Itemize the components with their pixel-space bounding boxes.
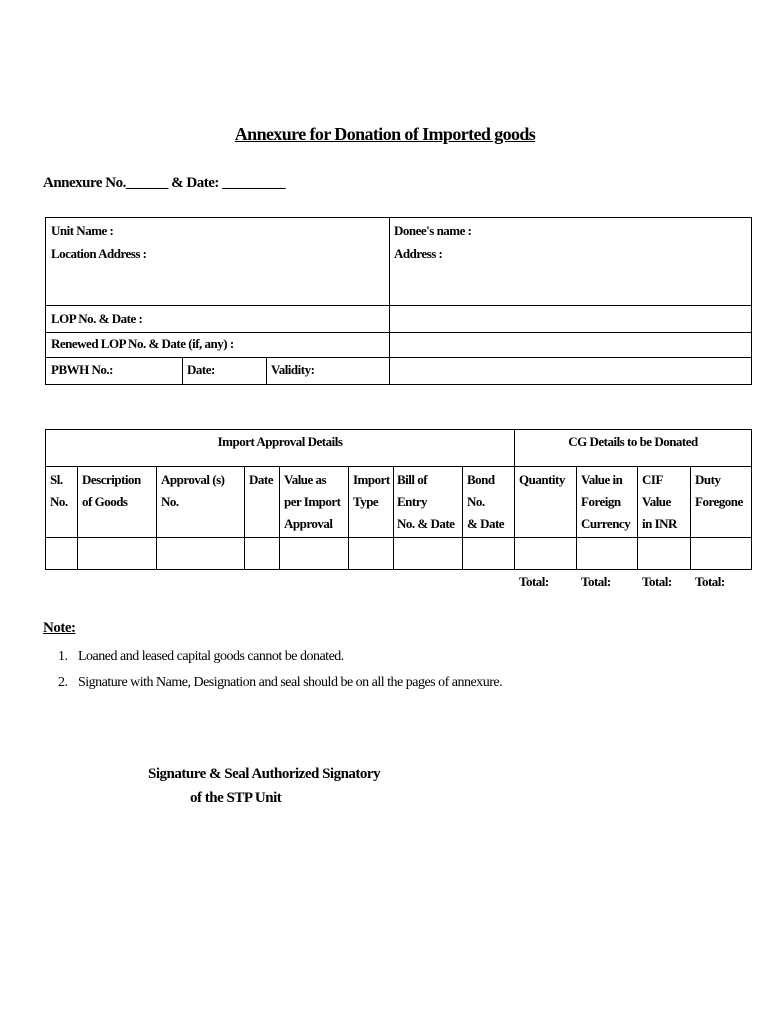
address-label: Address :: [394, 246, 443, 261]
annexure-number-date: Annexure No.______ & Date: _________: [43, 175, 286, 191]
col-duty-foregone: Duty Foregone: [695, 472, 743, 509]
donee-name-label: Donee's name :: [394, 223, 472, 238]
total-foreign-currency: Total:: [581, 574, 611, 589]
note-heading: Note:: [43, 620, 76, 636]
cg-details-group-header: CG Details to be Donated: [568, 434, 698, 449]
import-approval-group-header: Import Approval Details: [217, 434, 343, 449]
lop-label: LOP No. & Date :: [51, 311, 143, 326]
col-sl-no: Sl. No.: [50, 472, 68, 509]
col-approval-no: Approval (s) No.: [161, 472, 225, 509]
total-cif-value: Total:: [642, 574, 672, 589]
validity-label: Validity:: [271, 362, 315, 377]
signature-line-1: Signature & Seal Authorized Signatory: [148, 766, 381, 782]
total-duty-foregone: Total:: [695, 574, 725, 589]
col-description: Description of Goods: [82, 472, 141, 509]
signature-line-2: of the STP Unit: [190, 790, 282, 806]
renewed-lop-label: Renewed LOP No. & Date (if, any) :: [51, 336, 234, 351]
location-address-label: Location Address :: [51, 246, 147, 261]
goods-table: [45, 429, 752, 570]
unit-name-label: Unit Name :: [51, 223, 114, 238]
col-date: Date: [249, 472, 273, 487]
unit-details-box: [45, 217, 752, 385]
note-item: 2. Signature with Name, Designation and seal should be on all the pages of annexure.: [58, 675, 503, 690]
totals-row: [45, 571, 752, 595]
note-list: [58, 646, 502, 698]
note-item: 1. Loaned and leased capital goods cannot be donated.: [58, 649, 344, 664]
col-value-foreign-currency: Value in Foreign Currency: [581, 472, 631, 531]
col-bill-of-entry: Bill of Entry No. & Date: [397, 472, 455, 531]
total-quantity: Total:: [519, 574, 549, 589]
col-import-type: Import Type: [353, 472, 390, 509]
col-bond-no: Bond No. & Date: [467, 472, 505, 531]
pbwh-date-label: Date:: [187, 362, 215, 377]
col-value-import-approval: Value as per Import Approval: [284, 472, 341, 531]
pbwh-label: PBWH No.:: [51, 362, 113, 377]
signature-block: [148, 762, 380, 810]
col-cif-value: CIF Value in INR: [642, 472, 677, 531]
col-quantity: Quantity: [519, 472, 565, 487]
document-title: Annexure for Donation of Imported goods: [234, 124, 536, 144]
